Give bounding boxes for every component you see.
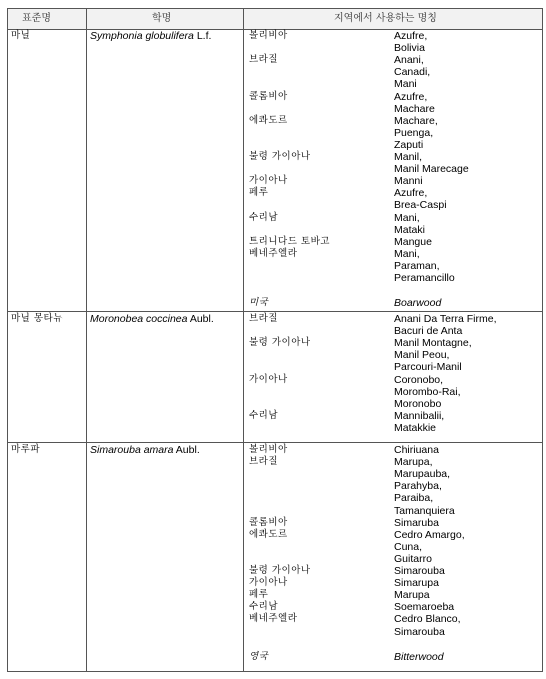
local-name: Mani xyxy=(394,78,417,91)
local-name: Machare xyxy=(394,102,435,115)
region-name: 에콰도르 xyxy=(249,114,288,126)
local-name: Parcouri-Manil xyxy=(394,361,462,374)
local-name: Canadi, xyxy=(394,66,431,79)
local-name: Mangue xyxy=(394,235,432,248)
local-name: Cuna, xyxy=(394,540,423,553)
standard-name: 마닐 xyxy=(11,30,31,41)
row-divider-1 xyxy=(7,311,543,312)
region-name: 브라질 xyxy=(249,313,279,324)
region-name: 브라질 xyxy=(249,456,279,468)
header-scientific-name: 학명 xyxy=(152,13,172,24)
author-abbreviation: L.f. xyxy=(193,30,212,42)
region-name: 볼리비아 xyxy=(249,30,288,41)
region-name: 베네주엘라 xyxy=(249,613,298,625)
local-name: Machare, xyxy=(394,114,438,127)
region-name: 브라질 xyxy=(249,54,279,66)
scientific-name xyxy=(90,313,214,325)
local-name: Manni xyxy=(394,175,423,188)
local-name: Manil Peou, xyxy=(394,349,450,362)
region-name: 가이아나 xyxy=(249,373,288,385)
region-name: 수리남 xyxy=(249,409,279,421)
region-name: 에콰도르 xyxy=(249,528,288,540)
region-name: 수리남 xyxy=(249,601,279,613)
region-name: 불령 가이아나 xyxy=(249,337,311,349)
region-name: 가이아나 xyxy=(249,175,288,187)
author-abbreviation: Aubl. xyxy=(187,313,214,325)
scientific-name xyxy=(90,444,200,456)
local-name: Marupa xyxy=(394,589,430,602)
local-name: Cedro Blanco, xyxy=(394,613,461,626)
region-name: 불령 가이아나 xyxy=(249,565,311,576)
local-name: Simaruba xyxy=(394,516,439,529)
local-name: Manil Montagne, xyxy=(394,337,472,350)
genus-species: Simarouba amara xyxy=(90,444,174,456)
table-right-border xyxy=(542,8,543,672)
standard-name: 마루파 xyxy=(11,444,41,455)
region-name: 불령 가이아나 xyxy=(249,151,311,162)
local-name: Puenga, xyxy=(394,126,434,139)
scientific-name xyxy=(90,30,211,42)
region-name: 페루 xyxy=(249,589,269,601)
local-name: Paraiba, xyxy=(394,492,434,505)
local-name: Mani, xyxy=(394,211,420,224)
row-divider-2 xyxy=(7,442,543,443)
local-name: Soemaroeba xyxy=(394,601,455,614)
local-name: Azufre, xyxy=(394,187,428,200)
column-divider-2 xyxy=(243,8,244,672)
standard-name: 마닐 몽타뉴 xyxy=(11,313,63,324)
local-name: Tamanquiera xyxy=(394,504,455,517)
local-name: Azufre, xyxy=(394,90,428,103)
genus-species: Moronobea coccinea xyxy=(90,313,188,325)
local-name: Morombo-Rai, xyxy=(394,385,461,398)
local-name: Simarupa xyxy=(394,577,439,590)
local-name: Peramancillo xyxy=(394,272,455,284)
region-name: 베네주엘라 xyxy=(249,247,298,259)
local-name: Mani, xyxy=(394,247,420,260)
region-name: 콜롬비아 xyxy=(249,90,288,102)
local-name: Mataki xyxy=(394,223,425,236)
local-name: Simarouba xyxy=(394,625,445,638)
local-name: Guitarro xyxy=(394,552,432,565)
local-name: Manil, xyxy=(394,151,423,163)
local-name: Bolivia xyxy=(394,42,425,55)
region-name: 페루 xyxy=(249,187,269,199)
local-name: Marupauba, xyxy=(394,468,451,481)
header-standard-name: 표준명 xyxy=(22,13,51,24)
table-left-border xyxy=(7,8,8,672)
region-name: 가이아나 xyxy=(249,577,288,589)
local-name: Bacuri de Anta xyxy=(394,325,463,338)
local-name: Zaputi xyxy=(394,138,424,151)
local-name: Simarouba xyxy=(394,565,445,577)
region-name: 미국 xyxy=(249,297,269,309)
local-name: Coronobo, xyxy=(394,373,444,386)
local-name: Cedro Amargo, xyxy=(394,528,465,541)
local-name: Manil Marecage xyxy=(394,163,469,176)
region-name: 영국 xyxy=(249,650,269,662)
local-name: Chiriuana xyxy=(394,444,439,456)
table-bottom-border xyxy=(7,671,543,672)
region-name: 콜롬비아 xyxy=(249,516,288,528)
header-row-background xyxy=(7,8,542,29)
column-divider-1 xyxy=(86,8,87,672)
region-name: 볼리비아 xyxy=(249,444,288,455)
header-local-names: 지역에서 사용하는 명칭 xyxy=(334,13,437,24)
local-name: Anani, xyxy=(394,54,424,67)
local-name: Boarwood xyxy=(394,297,442,310)
local-name: Brea-Caspi xyxy=(394,199,447,212)
local-name: Anani Da Terra Firme, xyxy=(394,313,497,325)
local-name: Bitterwood xyxy=(394,650,444,663)
region-name: 트리니다드 토바고 xyxy=(249,235,330,247)
local-name: Parahyba, xyxy=(394,480,442,493)
author-abbreviation: Aubl. xyxy=(173,444,200,456)
table-top-border xyxy=(7,8,543,9)
local-name: Paraman, xyxy=(394,259,440,272)
local-name: Marupa, xyxy=(394,456,433,469)
local-name: Mannibalii, xyxy=(394,409,445,422)
local-name: Moronobo xyxy=(394,397,442,410)
local-name: Matakkie xyxy=(394,421,437,434)
region-name: 수리남 xyxy=(249,211,279,223)
genus-species: Symphonia globulifera xyxy=(90,30,194,42)
local-name: Azufre, xyxy=(394,30,428,42)
